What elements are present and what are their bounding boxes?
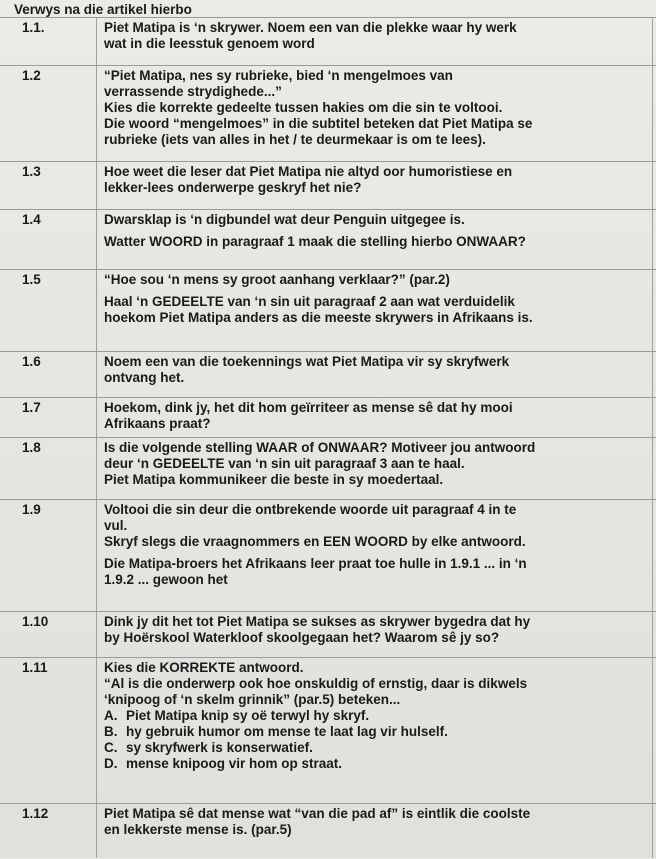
text-line: Piet Matipa is ‘n skrywer. Noem een van die plekke waar hy werk [104, 20, 517, 35]
page-title: Verwys na die artikel hierbo [14, 2, 192, 17]
option-letter: A. [104, 708, 118, 723]
question-text [104, 272, 644, 326]
text-line: 1.9.2 ... gewoon het [104, 572, 228, 587]
text-line: lekker-lees onderwerpe geskryf het nie? [104, 180, 362, 195]
text-line: Hoe weet die leser dat Piet Matipa nie altyd oor humoristiese en [104, 164, 513, 179]
question-number: 1.8 [22, 440, 41, 455]
text-line: Voltooi die sin deur die ontbrekende woorde uit paragraaf 4 in te [104, 502, 517, 517]
question-row [0, 499, 656, 612]
text-line: hoekom Piet Matipa anders as die meeste skrywers in Afrikaans is. [104, 310, 533, 325]
text-line: Die Matipa-broers het Afrikaans leer praat toe hulle in 1.9.1 ... in ‘n [104, 556, 527, 571]
text-line: Skryf slegs die vraagnommers en EEN WOORD by elke antwoord. [104, 534, 526, 549]
text-line: Die woord “mengelmoes” in die subtitel beteken dat Piet Matipa se [104, 116, 533, 131]
question-text [104, 20, 644, 52]
text-line: Piet Matipa sê dat mense wat “van die pad af” is eintlik die coolste [104, 806, 531, 821]
question-number: 1.10 [22, 614, 49, 629]
text-line: wat in die leesstuk genoem word [104, 36, 315, 51]
question-number: 1.3 [22, 164, 41, 179]
text-line: Haal ‘n GEDEELTE van ‘n sin uit paragraaf 2 aan wat verduidelik [104, 294, 515, 309]
text-line: verrassende strydighede...” [104, 84, 282, 99]
option-letter: C. [104, 740, 118, 755]
question-number: 1.9 [22, 502, 41, 517]
answer-option[interactable] [104, 708, 644, 724]
question-number: 1.5 [22, 272, 41, 287]
question-row [0, 269, 656, 352]
question-number: 1.1. [22, 20, 45, 35]
question-text [104, 806, 644, 838]
question-number: 1.6 [22, 354, 41, 369]
question-text [104, 68, 644, 148]
option-text: sy skryfwerk is konserwatief. [126, 740, 313, 755]
question-number: 1.7 [22, 400, 41, 415]
question-number: 1.4 [22, 212, 41, 227]
question-row [0, 803, 656, 859]
question-text [104, 614, 644, 646]
text-line: Noem een van die toekennings wat Piet Matipa vir sy skryfwerk [104, 354, 510, 369]
answer-option[interactable] [104, 740, 644, 756]
text-line: Hoekom, dink jy, het dit hom geïrriteer as mense sê dat hy mooi [104, 400, 513, 415]
text-line: “Hoe sou ‘n mens sy groot aanhang verklaar?” (par.2) [104, 272, 450, 287]
question-text [104, 212, 644, 250]
option-letter: D. [104, 756, 118, 771]
question-row [0, 437, 656, 500]
question-number: 1.11 [22, 660, 48, 675]
question-text [104, 354, 644, 386]
option-text: mense knipoog vir hom op straat. [126, 756, 343, 771]
text-line: ontvang het. [104, 370, 185, 385]
question-text [104, 502, 644, 588]
answer-option[interactable] [104, 756, 644, 772]
text-line: rubrieke (iets van alles in het / te deurmekaar is om te lees). [104, 132, 486, 147]
question-row [0, 611, 656, 658]
text-line: en lekkerste mense is. (par.5) [104, 822, 292, 837]
question-number: 1.12 [22, 806, 49, 821]
option-text: hy gebruik humor om mense te laat lag vir hulself. [126, 724, 448, 739]
question-row [0, 397, 656, 438]
question-row [0, 65, 656, 162]
option-letter: B. [104, 724, 118, 739]
text-line: ‘knipoog of ‘n skelm grinnik” (par.5) beteken... [104, 692, 401, 707]
question-text [104, 660, 644, 772]
text-line: deur ‘n GEDEELTE van ‘n sin uit paragraaf 3 aan te haal. [104, 456, 465, 471]
question-row [0, 209, 656, 270]
question-row [0, 657, 656, 804]
question-text [104, 440, 644, 488]
option-text: Piet Matipa knip sy oë terwyl hy skryf. [126, 708, 370, 723]
text-line: Is die volgende stelling WAAR of ONWAAR? Motiveer jou antwoord [104, 440, 536, 455]
text-line: “Al is die onderwerp ook hoe onskuldig of ernstig, daar is dikwels [104, 676, 528, 691]
text-line: Afrikaans praat? [104, 416, 211, 431]
text-line: Dink jy dit het tot Piet Matipa se sukses as skrywer bygedra dat hy [104, 614, 531, 629]
question-text [104, 400, 644, 432]
text-line: Kies die korrekte gedeelte tussen hakies om die sin te voltooi. [104, 100, 503, 115]
text-line: vul. [104, 518, 128, 533]
text-line: Watter WOORD in paragraaf 1 maak die stelling hierbo ONWAAR? [104, 234, 526, 249]
question-text [104, 164, 644, 196]
text-line: Kies die KORREKTE antwoord. [104, 660, 304, 675]
text-line: “Piet Matipa, nes sy rubrieke, bied ‘n mengelmoes van [104, 68, 453, 83]
question-row [0, 17, 656, 66]
question-number: 1.2 [22, 68, 41, 83]
text-line: Piet Matipa kommunikeer die beste in sy moedertaal. [104, 472, 444, 487]
text-line: by Hoërskool Waterkloof skoolgegaan het? Waarom sê jy so? [104, 630, 500, 645]
text-line: Dwarsklap is ‘n digbundel wat deur Penguin uitgegee is. [104, 212, 465, 227]
question-row [0, 351, 656, 398]
question-row [0, 161, 656, 210]
answer-option[interactable] [104, 724, 644, 740]
